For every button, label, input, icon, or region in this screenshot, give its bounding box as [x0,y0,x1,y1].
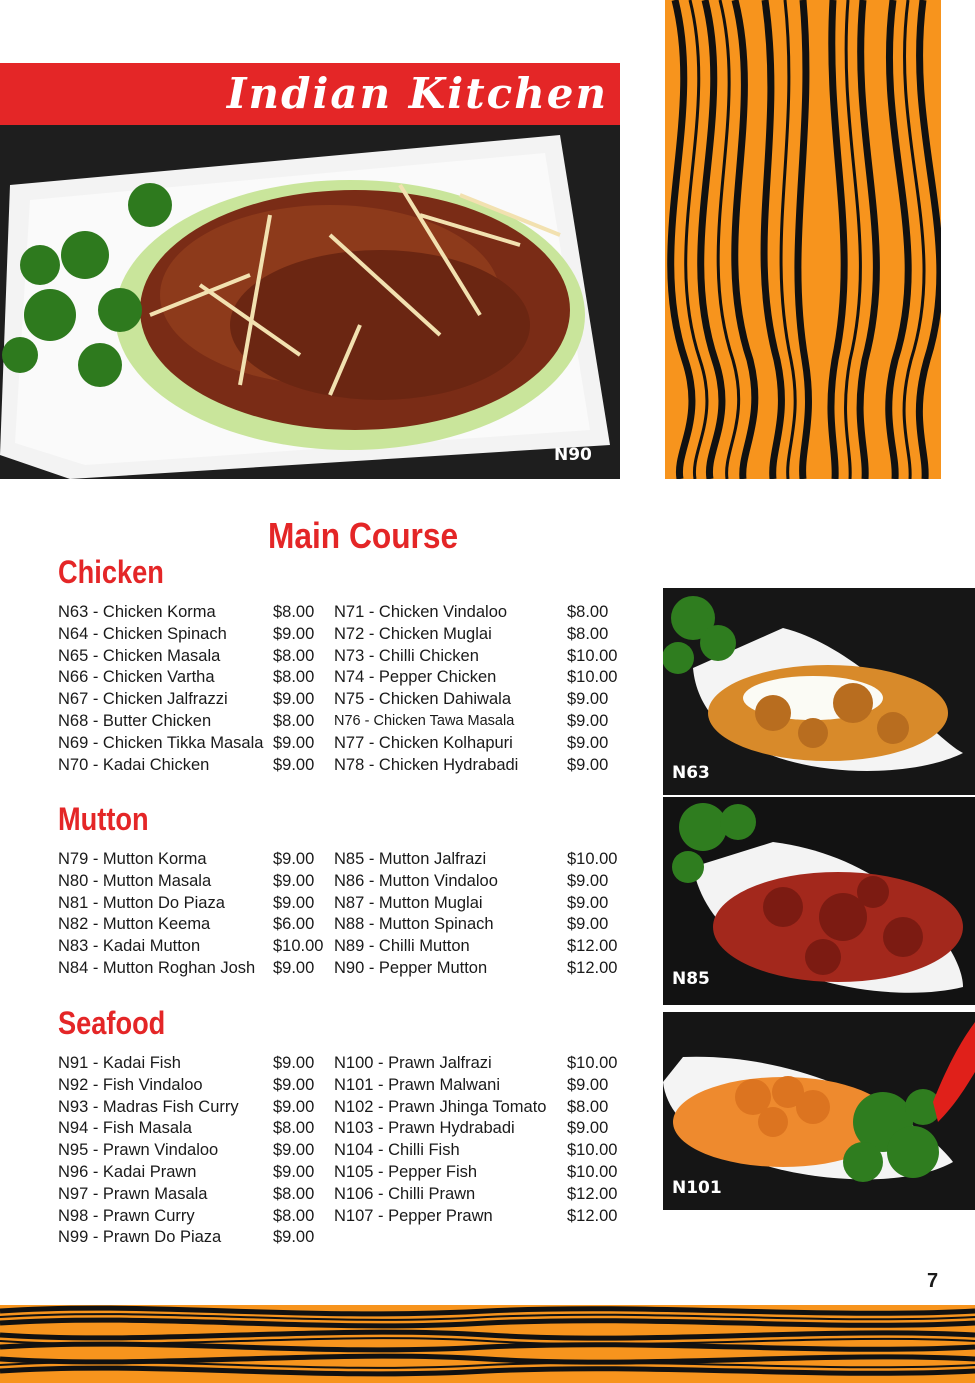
photo-label-n101: N101 [672,1178,722,1198]
section-heading-chicken: Chicken [58,554,164,590]
menu-item-name: N82 - Mutton Keema [58,915,211,934]
menu-item-name: N86 - Mutton Vindaloo [334,871,498,890]
hero-photo-label: N90 [554,445,592,465]
menu-item-name: N75 - Chicken Dahiwala [334,690,511,709]
menu-item-price: $8.00 [567,1097,609,1116]
menu-item-name: N102 - Prawn Jhinga Tomato [334,1097,547,1116]
menu-item-name: N91 - Kadai Fish [58,1054,181,1072]
wave-pattern-graphic [665,0,941,479]
menu-item-price: $9.00 [273,1075,315,1094]
menu-item-name: N93 - Madras Fish Curry [58,1097,239,1116]
menu-item-price: $9.00 [273,755,315,774]
menu-item-name: N67 - Chicken Jalfrazzi [58,690,228,709]
menu-item-price: $8.00 [567,624,609,643]
menu-item-price: $6.00 [273,915,315,934]
menu-item-price: $9.00 [273,871,315,890]
menu-item-name: N80 - Mutton Masala [58,871,212,890]
menu-item-name: N88 - Mutton Spinach [334,915,494,934]
menu-item-price: $8.00 [273,1119,315,1138]
menu-item-name: N77 - Chicken Kolhapuri [334,733,513,752]
dish-photo-n63 [663,588,975,795]
menu-item-price: $9.00 [567,893,609,912]
menu-item-price: $9.00 [567,690,609,709]
menu-item-name: N63 - Chicken Korma [58,603,216,621]
menu-item-name: N68 - Butter Chicken [58,711,212,730]
menu-item-price: $9.00 [273,1162,315,1181]
menu-item-price: $10.00 [567,1141,618,1160]
menu-item-name: N96 - Kadai Prawn [58,1162,197,1181]
hero-dish-photo [0,125,620,479]
menu-item-price: $10.00 [567,1162,618,1181]
menu-item-name: N70 - Kadai Chicken [58,755,210,774]
menu-item-price: $9.00 [273,690,315,709]
menu-item-price: $9.00 [273,733,315,752]
menu-item-name: N104 - Chilli Fish [334,1141,460,1160]
menu-item-name: N90 - Pepper Mutton [334,958,488,977]
photo-label-n63: N63 [672,763,710,783]
menu-item-name: N76 - Chicken Tawa Masala [334,712,515,729]
menu-item-name: N78 - Chicken Hydrabadi [334,755,519,774]
decorative-footer-pattern [0,1305,975,1383]
menu-item-price: $8.00 [273,646,315,665]
dish-photo-n101 [663,1012,975,1210]
menu-item-price: $8.00 [567,603,609,621]
menu-item-name: N69 - Chicken Tikka Masala [58,733,264,752]
menu-item-price: $10.00 [567,850,618,868]
menu-item-name: N65 - Chicken Masala [58,646,221,665]
menu-item-price: $10.00 [273,937,324,956]
main-course-heading: Main Course [268,515,459,556]
menu-item-name: N85 - Mutton Jalfrazi [334,850,487,868]
menu-item-name: N84 - Mutton Roghan Josh [58,958,256,977]
menu-item-name: N74 - Pepper Chicken [334,668,497,687]
header-band [0,63,620,125]
menu-item-price: $10.00 [567,668,618,687]
menu-item-price: $9.00 [273,850,315,868]
menu-item-price: $8.00 [273,1206,315,1225]
menu-item-name: N92 - Fish Vindaloo [58,1075,203,1094]
menu-item-price: $9.00 [273,893,315,912]
dish-photo-n85 [663,797,975,1005]
menu-item-price: $8.00 [273,668,315,687]
menu-item-name: N89 - Chilli Mutton [334,937,470,956]
menu-item-name: N105 - Pepper Fish [334,1162,478,1181]
menu-item-name: N103 - Prawn Hydrabadi [334,1119,515,1138]
menu-item-name: N94 - Fish Masala [58,1119,192,1138]
menu-item-price: $8.00 [273,1184,315,1203]
menu-item-name: N99 - Prawn Do Piaza [58,1228,222,1247]
menu-item-name: N98 - Prawn Curry [58,1206,195,1225]
menu-item-name: N72 - Chicken Muglai [334,624,492,643]
menu-item-price: $10.00 [567,646,618,665]
menu-item-price: $9.00 [273,624,315,643]
menu-item-price: $9.00 [273,1097,315,1116]
menu-item-name: N71 - Chicken Vindaloo [334,603,508,621]
menu-item-name: N79 - Mutton Korma [58,850,207,868]
menu-item-price: $12.00 [567,1184,618,1203]
hero-dish-illustration [0,125,620,479]
menu-item-name: N100 - Prawn Jalfrazi [334,1054,492,1072]
page-title: Indian Kitchen [226,69,608,118]
menu-item-price: $9.00 [567,915,609,934]
menu-item-price: $9.00 [567,711,609,730]
menu-item-price: $9.00 [567,1075,609,1094]
menu-item-price: $8.00 [273,603,315,621]
menu-item-name: N106 - Chilli Prawn [334,1184,476,1203]
section-heading-seafood: Seafood [58,1005,166,1041]
photo-label-n85: N85 [672,969,710,989]
menu-item-price: $12.00 [567,958,618,977]
section-heading-mutton: Mutton [58,801,149,837]
menu-item-name: N83 - Kadai Mutton [58,937,201,956]
decorative-pattern-panel [665,0,941,479]
menu-item-name: N101 - Prawn Malwani [334,1075,500,1094]
menu-item-price: $9.00 [567,755,609,774]
footer-wave-graphic [0,1305,975,1383]
menu-item-price: $9.00 [273,1141,315,1160]
page-number: 7 [927,1270,939,1292]
menu-item-price: $9.00 [567,871,609,890]
menu-item-price: $12.00 [567,937,618,956]
menu-item-price: $9.00 [567,1119,609,1138]
menu-item-price: $9.00 [273,1228,315,1247]
menu-item-name: N73 - Chilli Chicken [334,646,479,665]
menu-item-name: N87 - Mutton Muglai [334,893,483,912]
menu-item-name: N95 - Prawn Vindaloo [58,1141,219,1160]
menu-item-price: $9.00 [273,1054,315,1072]
menu-item-price: $9.00 [567,733,609,752]
menu-item-name: N107 - Pepper Prawn [334,1206,493,1225]
menu-item-name: N66 - Chicken Vartha [58,668,215,687]
menu-item-price: $9.00 [273,958,315,977]
menu-item-price: $12.00 [567,1206,618,1225]
menu-item-price: $10.00 [567,1054,618,1072]
menu-item-price: $8.00 [273,711,315,730]
menu-item-name: N81 - Mutton Do Piaza [58,893,225,912]
menu-item-name: N97 - Prawn Masala [58,1184,208,1203]
menu-item-name: N64 - Chicken Spinach [58,624,227,643]
